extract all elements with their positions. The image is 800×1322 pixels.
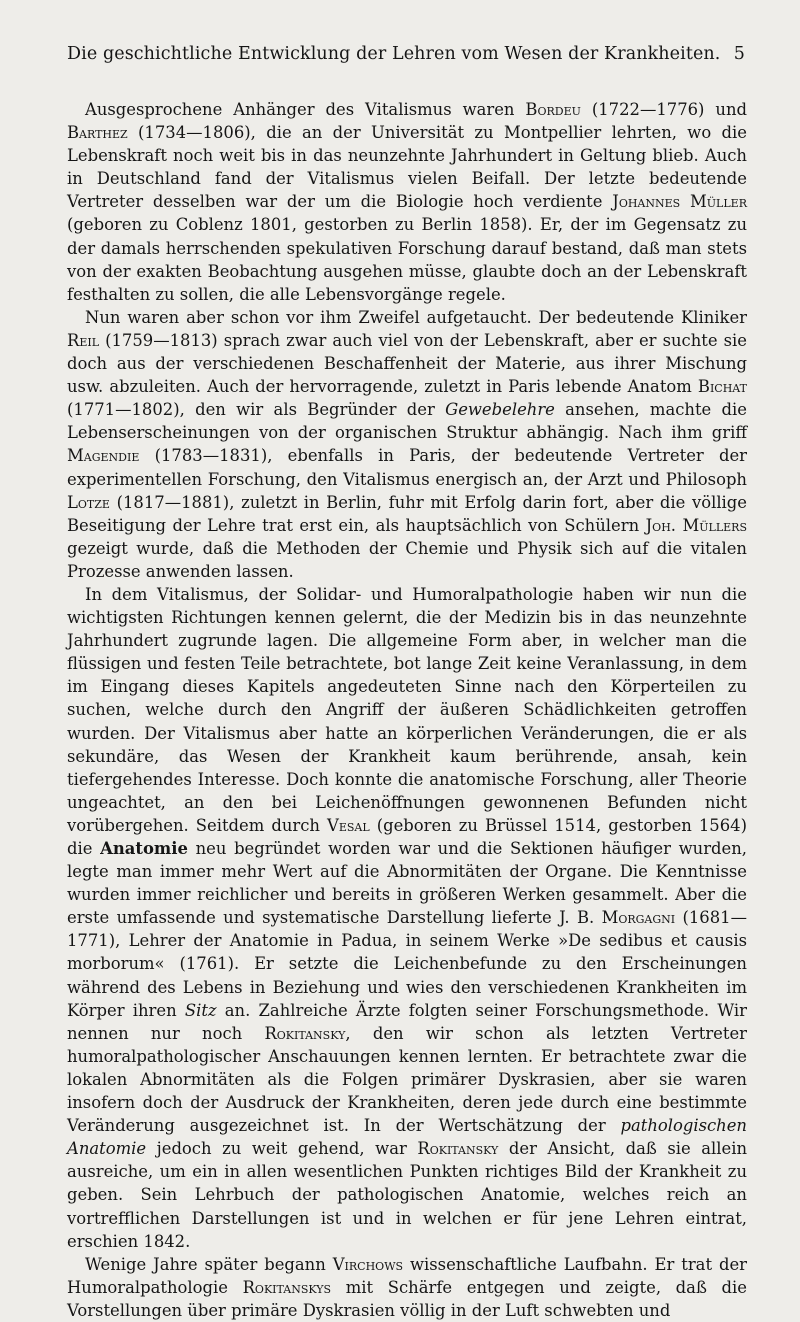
running-head [67, 44, 745, 70]
text-run: Nun waren aber schon vor ihm Zweifel aufgetaucht. Der bedeutende Kliniker [85, 307, 747, 327]
text-run: (1817—1881), zuletzt in Berlin, fuhr mit Erfolg darin fort, aber die völlige Beseitigung der Lehre trat erst ein, als hauptsächlich von Schülern [67, 492, 747, 535]
text-run: Wenige Jahre später begann [85, 1254, 333, 1274]
person-name: Morgagni [601, 908, 676, 928]
paragraph [67, 583, 747, 1253]
text-run: (1734—1806), die an der Universität zu Montpellier lehrten, wo die Lebenskraft noch weit bis in das neunzehnte Jahrhundert in Geltung blieb. Auch in Deutschland fand der Vitalismus vielen Beifall. Der letzte bedeutende Vertreter desselben war der um die Biologie hoch verdiente [67, 123, 747, 212]
person-name: Rokitansky [264, 1023, 346, 1043]
text-run: (1771—1802), den wir als Begründer der [67, 400, 446, 420]
text-run: (1759—1813) sprach zwar auch viel von der Lebenskraft, aber er suchte sie doch aus der verschiedenen Beschaffenheit der Materie, aus ihrer Mischung usw. abzuleiten. Auch der hervorragende, zuletzt in Paris lebende Anatom [67, 330, 747, 397]
text-run: mit Schärfe entgegen und zeigte, daß die Vorstellungen über primäre Dyskrasien völlig in der Luft schwebten und [67, 1277, 747, 1320]
paragraph [67, 98, 747, 306]
person-name: Johannes Müller [612, 192, 747, 212]
text-run: ansehen, machte die Lebenserscheinungen von der organischen Struktur abhängig. Nach ihm griff [67, 400, 747, 443]
text-run: der Ansicht, daß sie allein ausreiche, um ein in allen wesentlichen Punkten richtiges Bild der Krankheit zu geben. Sein Lehrbuch der pathologischen Anatomie, welches reich an vortrefflichen Darstellungen ist und in welchen er für jene Lehren eintrat, erschien 1842. [67, 1139, 747, 1251]
text-run: , den wir schon als letzten Vertreter humoralpathologischer Anschauungen kennen lernten. Er betrachtete zwar die lokalen Abnormitäten als die Folgen primärer Dyskrasien, aber sie waren insofern doch der Ausdruck der Krankheiten, deren jede durch eine bestimmte Veränderung ausgezeichnet ist. In der Wertschätzung der [67, 1023, 747, 1136]
text-run: neu begründet worden war und die Sektionen häufiger wurden, legte man immer mehr Wert auf die Abnormitäten der Organe. Die Kenntnisse wurden immer reichlicher und bereits in größeren Werken gesammelt. Aber die erste umfassende und systematische Darstellung lieferte J. B. [67, 839, 747, 928]
text-run: In dem Vitalismus, der Solidar- und Humoralpathologie haben wir nun die wichtigsten Richtungen kennen gelernt, die der Medizin bis in das neunzehnte Jahrhundert zugrunde lagen. Die allgemeine Form aber, in welcher man die flüssigen und festen Teile betrachtete, bot lange Zeit keine Veranlassung, in dem im Eingang dieses Kapitels angedeuteten Sinne nach den Körperteilen zu suchen, welche durch den Angriff der äußeren Schädlichkeiten getroffen wurden. Der Vitalismus aber hatte an körperlichen Veränderungen, die er als sekundäre, das Wesen der Krankheit kaum berührende, ansah, kein tiefergehendes Interesse. Doch konnte die anatomische Forschung, aller Theorie ungeachtet, an den bei Leichenöffnungen gewonnenen Befunden nicht vorübergehen. Seitdem durch [67, 584, 747, 835]
page-number: 5 [733, 44, 745, 64]
text-run: (1722—1776) und [580, 100, 748, 119]
person-name: Rokitanskys [242, 1277, 332, 1297]
text-run: gezeigt wurde, daß die Methoden der Chemie und Physik sich auf die vitalen Prozesse anwenden lassen. [67, 538, 747, 581]
emphasis-term: pathologischen Anatomie [67, 1116, 747, 1159]
text-run: an. Zahlreiche Ärzte folgten seiner Forschungsmethode. Wir nennen nur noch [67, 1000, 747, 1043]
text-run: (geboren zu Brüssel 1514, gestorben 1564) die [67, 815, 747, 858]
person-name: Bordeu [525, 100, 581, 119]
bold-term: Anatomie [100, 839, 188, 858]
text-run: (geboren zu Coblenz 1801, gestorben zu Berlin 1858). Er, der im Gegensatz zu der damals herrschenden spekulativen Forschung darauf bestand, daß man stets von der exakten Beobachtung ausgehen müsse, glaubte doch an der Lebenskraft festhalten zu sollen, die alle Lebensvorgänge regele. [67, 215, 747, 304]
emphasis-term: Sitz [184, 1000, 217, 1020]
person-name: Virchows [332, 1254, 404, 1274]
body-text [67, 98, 747, 1322]
person-name: Barthez [67, 123, 128, 143]
paragraph [67, 306, 747, 583]
text-run: (1681—1771), Lehrer der Anatomie in Padua, in seinem Werke »De sedibus et causis morborum« (1761). Er setzte die Leichenbefunde zu den Erscheinungen während des Lebens in Beziehung und wies den verschiedenen Krankheiten im Körper ihren [67, 908, 747, 1020]
text-run: jedoch zu weit gehend, war [146, 1139, 418, 1159]
person-name: Magendie [67, 446, 140, 466]
running-head-title: Die geschichtliche Entwicklung der Lehren vom Wesen der Krankheiten. [67, 44, 721, 64]
emphasis-term: Gewebelehre [445, 400, 555, 420]
person-name: Rokitansky [417, 1139, 499, 1159]
text-run: (1783—1831), ebenfalls in Paris, der bedeutende Vertreter der experimentellen Forschung, den Vitalismus energisch an, der Arzt und Philosoph [67, 446, 747, 489]
person-name: Lotze [67, 492, 110, 512]
person-name: Joh. Müllers [645, 515, 747, 535]
text-run: Ausgesprochene Anhänger des Vitalismus waren [85, 100, 526, 119]
person-name: Bichat [697, 377, 747, 397]
text-run: wissenschaftliche Laufbahn. Er trat der Humoralpathologie [67, 1254, 747, 1297]
person-name: Reil [67, 330, 100, 350]
person-name: Vesal [327, 815, 370, 835]
paragraph [67, 1253, 747, 1322]
